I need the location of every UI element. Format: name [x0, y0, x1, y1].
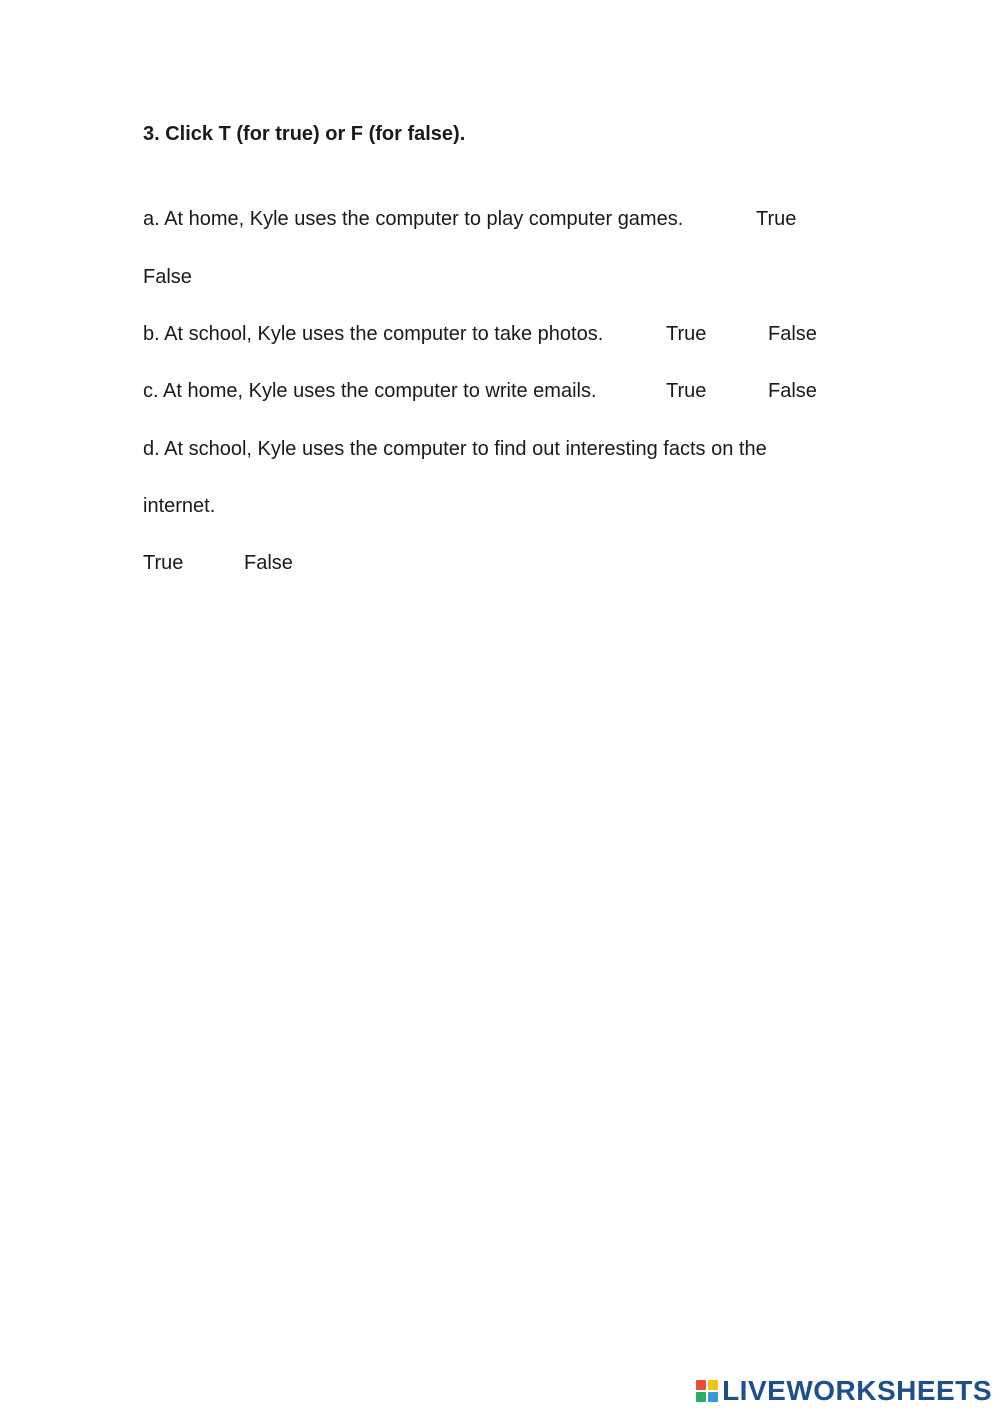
- logo-square-blue: [708, 1392, 718, 1402]
- question-d-true-option[interactable]: True: [143, 552, 184, 574]
- liveworksheets-logo-icon: [696, 1380, 718, 1402]
- exercise-heading: 3. Click T (for true) or F (for false).: [143, 123, 466, 145]
- question-c-true-option[interactable]: True: [666, 380, 707, 402]
- question-c-text: c. At home, Kyle uses the computer to write emails.: [143, 380, 597, 402]
- logo-square-red: [696, 1380, 706, 1390]
- logo-square-green: [696, 1392, 706, 1402]
- question-a-text: a. At home, Kyle uses the computer to play computer games.: [143, 208, 684, 230]
- liveworksheets-brand: [696, 1377, 992, 1405]
- question-b-true-option[interactable]: True: [666, 323, 707, 345]
- question-a-true-option[interactable]: True: [756, 208, 797, 230]
- question-a-false-option[interactable]: False: [143, 266, 192, 288]
- question-b-false-option[interactable]: False: [768, 323, 817, 345]
- brand-name: LIVEWORKSHEETS: [722, 1375, 992, 1406]
- question-d-false-option[interactable]: False: [244, 552, 293, 574]
- question-d-text-line1: d. At school, Kyle uses the computer to find out interesting facts on the: [143, 438, 767, 460]
- logo-square-yellow: [708, 1380, 718, 1390]
- question-c-false-option[interactable]: False: [768, 380, 817, 402]
- question-d-text-line2: internet.: [143, 495, 216, 517]
- question-b-text: b. At school, Kyle uses the computer to take photos.: [143, 323, 604, 345]
